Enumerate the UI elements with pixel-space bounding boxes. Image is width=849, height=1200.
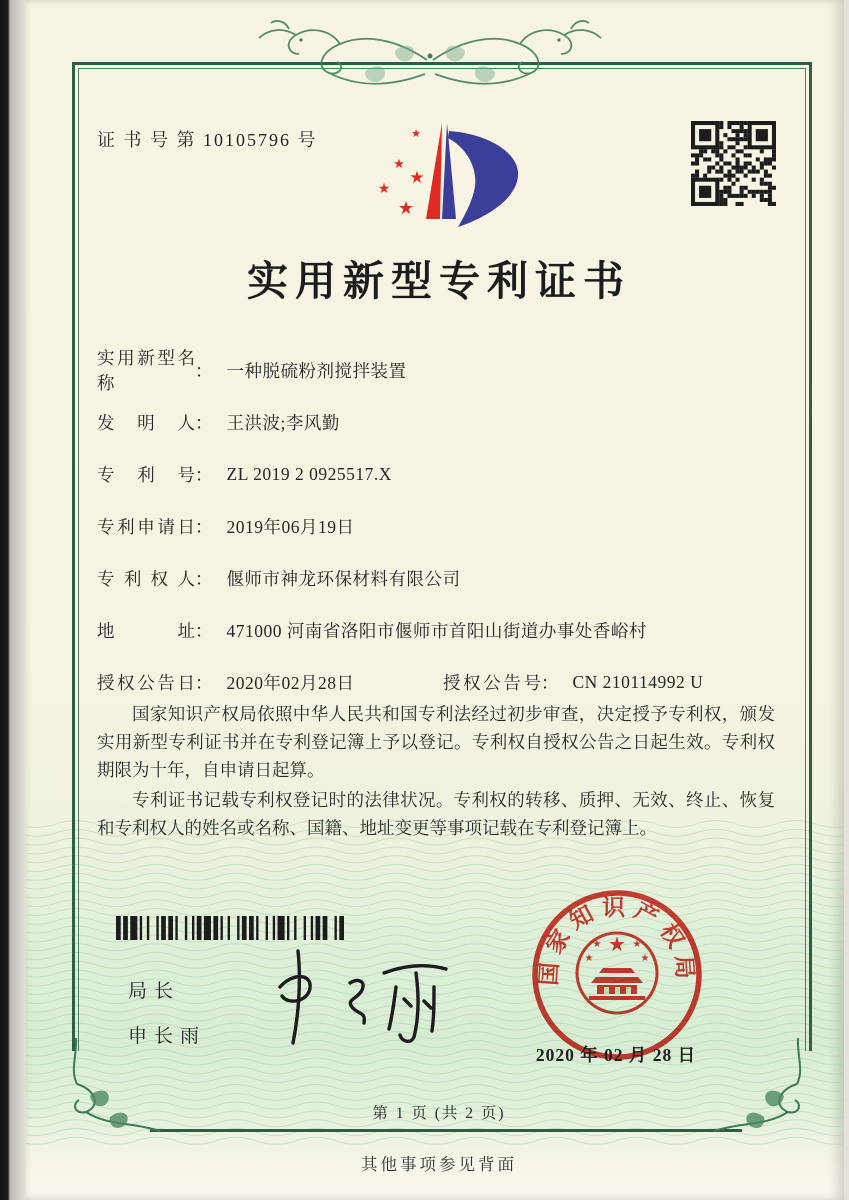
field-label: 专利申请日 (97, 516, 195, 537)
field-colon: ： (195, 412, 213, 433)
floral-flourish-bottom-right (710, 1038, 806, 1138)
flourish-center-dot (428, 54, 433, 59)
svg-text:★: ★ (393, 157, 405, 172)
svg-text:★: ★ (397, 198, 415, 219)
field-list (97, 344, 797, 708)
grant-number-value: CN 210114992 U (572, 671, 704, 692)
grant-number-group (443, 670, 703, 695)
qr-code-icon (691, 121, 776, 206)
seal-date: 2020 年 02 月 28 日 (535, 1045, 697, 1065)
field-row (97, 500, 797, 552)
field-colon: ： (195, 672, 213, 693)
field-value: 2019年06月19日 (226, 516, 355, 537)
grant-number-label: 授权公告号 (443, 672, 541, 693)
field-row (97, 448, 797, 500)
field-colon: ： (195, 516, 213, 537)
field-row (97, 344, 797, 396)
field-label: 地址 (97, 620, 195, 641)
field-colon: ： (195, 360, 213, 381)
svg-text:★: ★ (411, 127, 421, 140)
logo-stars (378, 127, 425, 219)
svg-text:★: ★ (584, 953, 594, 964)
legal-text (97, 700, 775, 844)
svg-text:★: ★ (608, 932, 626, 956)
field-value: 偃师市神龙环保材料有限公司 (226, 568, 461, 589)
grant-date-value: 2020年02月28日 (226, 672, 355, 693)
legal-paragraph: 国家知识产权局依照中华人民共和国专利法经过初步审查，决定授予专利权，颁发实用新型专利证书并在专利登记簿上予以登记。专利权自授权公告之日起生效。专利权期限为十年，自申请日起算。 (97, 704, 775, 780)
seal-national-emblem (577, 932, 657, 1013)
logo-red-wedge (426, 123, 442, 219)
dragon-flourish-ornament (245, 10, 615, 105)
national-emblem-seal (527, 885, 707, 1065)
svg-text:★: ★ (377, 181, 391, 197)
signer-block (128, 976, 206, 1066)
field-row (97, 604, 797, 656)
field-colon: ： (541, 672, 559, 693)
svg-text:★: ★ (632, 939, 642, 950)
page-number: 第 1 页 (共 2 页) (372, 1105, 506, 1122)
frame-bottom-rule (150, 1129, 742, 1132)
certificate-number: 证 书 号 第 10105796 号 (97, 130, 318, 150)
signer-title: 局长 (128, 981, 181, 1002)
field-value: 一种脱硫粉剂搅拌装置 (226, 360, 407, 381)
field-label: 专利号 (97, 464, 195, 485)
logo-blue-bowl (448, 131, 518, 227)
certificate-paper (26, 0, 844, 1200)
field-row (97, 552, 797, 604)
field-colon: ： (195, 568, 213, 589)
field-colon: ： (195, 620, 213, 641)
cnipa-patent-logo-icon (370, 113, 550, 235)
field-value: ZL 2019 2 0925517.X (226, 463, 392, 484)
svg-text:★: ★ (592, 939, 602, 950)
field-label: 实用新型名称 (97, 348, 195, 393)
field-label: 发明人 (97, 412, 195, 433)
certificate-title: 实用新型专利证书 (247, 258, 631, 304)
field-label: 专利权人 (97, 568, 195, 589)
back-side-note: 其他事项参见背面 (361, 1155, 517, 1174)
field-colon: ： (195, 464, 213, 485)
field-row (97, 396, 797, 448)
barcode-icon (116, 916, 344, 940)
field-value: 471000 河南省洛阳市偃师市首阳山街道办事处香峪村 (226, 620, 647, 641)
handwritten-signature (258, 943, 468, 1051)
svg-text:★: ★ (409, 168, 425, 188)
seal-arc-text: 国家知识产权局 (536, 895, 698, 987)
legal-paragraph: 专利证书记载专利权登记时的法律状况。专利权的转移、质押、无效、终止、恢复和专利权人的姓名或名称、国籍、地址变更等事项记载在专利登记簿上。 (97, 790, 775, 838)
svg-text:★: ★ (640, 953, 650, 964)
grant-date-label: 授权公告日 (97, 672, 195, 693)
signer-name: 申长雨 (128, 1026, 207, 1047)
field-value: 王洪波;李风勤 (226, 412, 340, 433)
